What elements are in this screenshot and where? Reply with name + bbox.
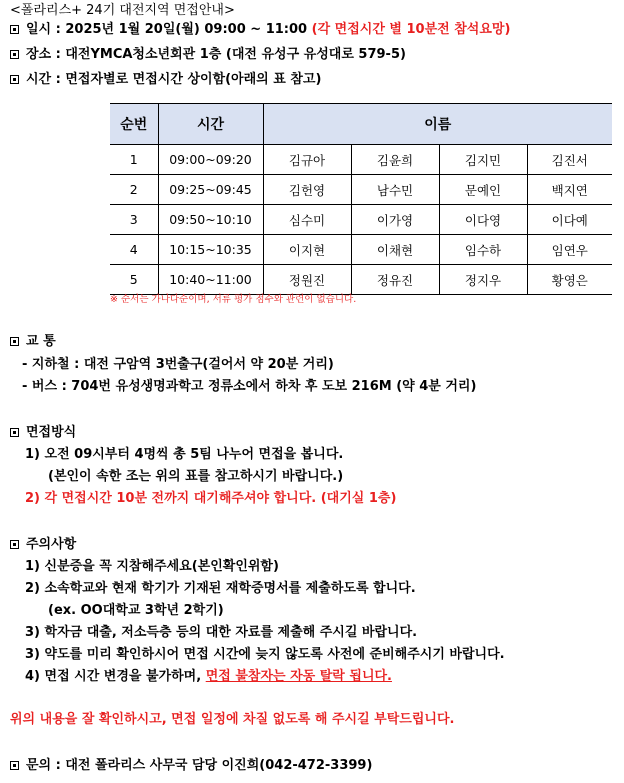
- caution-item-2: 2) 소속학교와 현재 학기가 기재된 재학증명서를 제출하도록 합니다.: [25, 581, 416, 596]
- caution-item-5: [25, 668, 392, 686]
- row-name: 남수민: [351, 175, 439, 205]
- checkbox-bullet-icon: [10, 761, 19, 770]
- row-no: 2: [110, 175, 158, 205]
- cautions-heading-text: 주의사항: [26, 537, 77, 552]
- caution-item-5-text: 4) 면접 시간 변경을 불가하며,: [25, 669, 206, 684]
- row-name: 백지연: [527, 175, 612, 205]
- row-name: 정유진: [351, 265, 439, 295]
- method-item-1-sub: (본인이 속한 조는 위의 표를 참고하시기 바랍니다.): [48, 469, 344, 484]
- time-info-text: 시간 : 면접자별로 면접시간 상이함(아래의 표 참고): [26, 72, 322, 87]
- row-name: 이채현: [351, 235, 439, 265]
- schedule-table: [110, 103, 612, 295]
- row-name: 임수하: [439, 235, 527, 265]
- row-name: 황영은: [527, 265, 612, 295]
- row-time: 09:50~10:10: [158, 205, 263, 235]
- document-title: <폴라리스+ 24기 대전지역 면접안내>: [10, 3, 235, 18]
- transport-heading: [10, 333, 56, 351]
- row-name: 김윤희: [351, 145, 439, 175]
- transport-heading-text: 교 통: [26, 334, 56, 349]
- row-no: 3: [110, 205, 158, 235]
- table-row: [110, 145, 612, 175]
- row-no: 4: [110, 235, 158, 265]
- caution-item-2-sub: (ex. OO대학교 3학년 2학기): [48, 603, 224, 618]
- row-name: 이가영: [351, 205, 439, 235]
- row-name: 이지현: [263, 235, 351, 265]
- row-time: 09:00~09:20: [158, 145, 263, 175]
- venue-line: [10, 46, 406, 64]
- table-note: ※ 순서는 가나다순이며, 서류 평가 점수와 관련이 없습니다.: [110, 294, 357, 305]
- table-row: [110, 175, 612, 205]
- table-row: [110, 265, 612, 295]
- checkbox-bullet-icon: [10, 25, 19, 34]
- closing-text: 위의 내용을 잘 확인하시고, 면접 일정에 차질 없도록 해 주시길 부탁드립니다.: [10, 712, 455, 727]
- table-row: [110, 205, 612, 235]
- caution-item-4: 3) 약도를 미리 확인하시어 면접 시간에 늦지 않도록 사전에 준비해주시기 바랍니다.: [25, 647, 505, 662]
- header-time: 시간: [158, 104, 263, 145]
- table-row: [110, 235, 612, 265]
- row-time: 10:15~10:35: [158, 235, 263, 265]
- contact-line: [10, 757, 372, 775]
- row-time: 10:40~11:00: [158, 265, 263, 295]
- venue-text: 장소 : 대전YMCA청소년회관 1층 (대전 유성구 유성대로 579-5): [26, 47, 406, 62]
- checkbox-bullet-icon: [10, 75, 19, 84]
- transport-bus: - 버스 : 704번 유성생명과학고 정류소에서 하차 후 도보 216M (약 4분 거리): [22, 379, 477, 394]
- row-name: 임연우: [527, 235, 612, 265]
- checkbox-bullet-icon: [10, 337, 19, 346]
- method-item-2: 2) 각 면접시간 10분 전까지 대기해주셔야 합니다. (대기실 1층): [25, 491, 397, 506]
- method-item-1: 1) 오전 09시부터 4명씩 총 5팀 나누어 면접을 봅니다.: [25, 447, 344, 462]
- header-names: 이름: [263, 104, 612, 145]
- caution-item-1: 1) 신분증을 꼭 지참해주세요(본인확인위함): [25, 559, 279, 574]
- checkbox-bullet-icon: [10, 50, 19, 59]
- method-heading-text: 면접방식: [26, 425, 77, 440]
- date-line: [10, 21, 510, 39]
- time-info-line: [10, 71, 321, 89]
- row-name: 정원진: [263, 265, 351, 295]
- row-name: 이다예: [527, 205, 612, 235]
- transport-subway: - 지하철 : 대전 구암역 3번출구(걸어서 약 20분 거리): [22, 357, 334, 372]
- row-name: 정지우: [439, 265, 527, 295]
- contact-text: 문의 : 대전 폴라리스 사무국 담당 이진희(042-472-3399): [26, 758, 373, 773]
- row-no: 1: [110, 145, 158, 175]
- method-heading: [10, 424, 76, 442]
- row-name: 문예인: [439, 175, 527, 205]
- date-note: (각 면접시간 별 10분전 참석요망): [311, 22, 511, 37]
- row-name: 이다영: [439, 205, 527, 235]
- row-time: 09:25~09:45: [158, 175, 263, 205]
- caution-item-3: 3) 학자금 대출, 저소득층 등의 대한 자료를 제출해 주시길 바랍니다.: [25, 625, 418, 640]
- row-name: 김진서: [527, 145, 612, 175]
- row-name: 김지민: [439, 145, 527, 175]
- cautions-heading: [10, 536, 76, 554]
- row-no: 5: [110, 265, 158, 295]
- caution-item-5-warning: 면접 불참자는 자동 탈락 됩니다.: [205, 669, 392, 684]
- row-name: 김규아: [263, 145, 351, 175]
- table-header-row: [110, 104, 612, 145]
- row-name: 김헌영: [263, 175, 351, 205]
- date-text: 일시 : 2025년 1월 20일(월) 09:00 ~ 11:00: [26, 22, 308, 37]
- row-name: 심수미: [263, 205, 351, 235]
- header-no: 순번: [110, 104, 158, 145]
- checkbox-bullet-icon: [10, 428, 19, 437]
- checkbox-bullet-icon: [10, 540, 19, 549]
